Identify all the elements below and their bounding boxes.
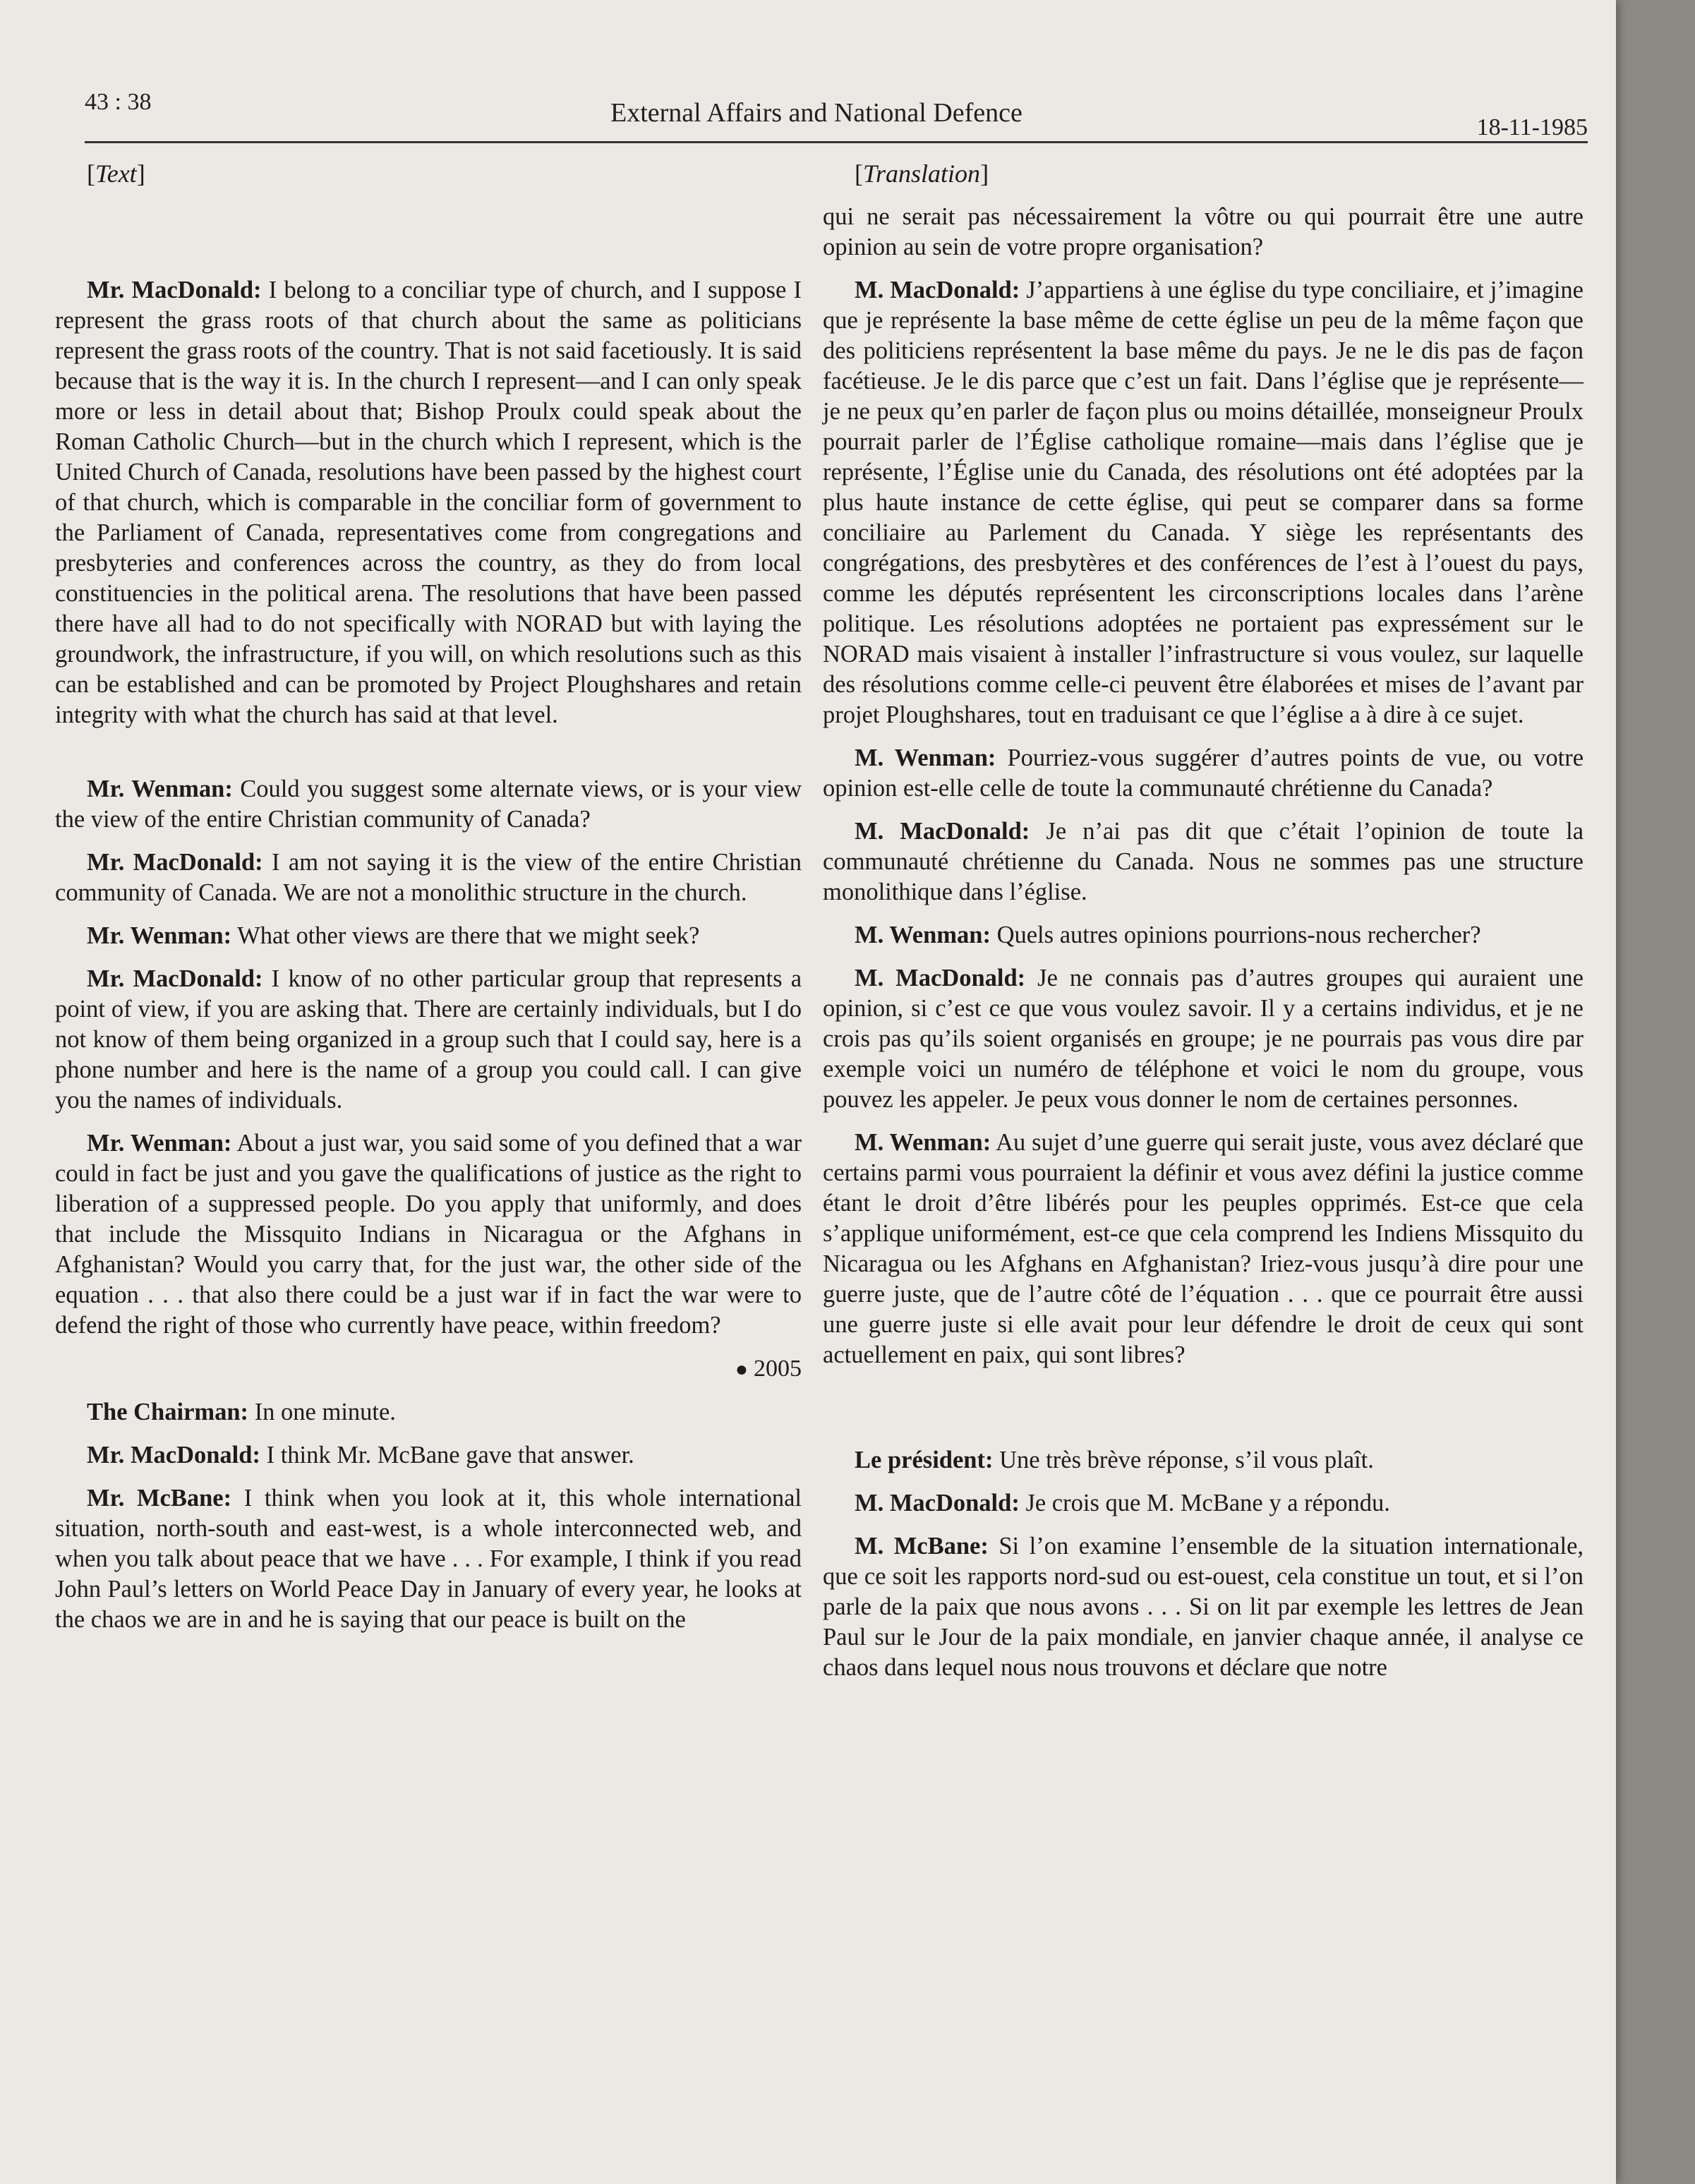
speech-text: Could you suggest some alternate views, or is your view the view of the entire Christian community of Canada? <box>55 776 802 833</box>
bullet-icon: ● <box>735 1358 748 1381</box>
speech-text: Je ne connais pas d’autres groupes qui auraient une opinion, si c’est ce que vous voulez savoir. Il y a certains individus, et je ne crois pas qu’ils soient organisés en groupe; je ne pourrais pas vous dire par exemple voici un numéro de téléphone et voici le nom du groupe, vous pouvez les appeler. Je peux vous donner le nom de certaines personnes. <box>823 965 1584 1113</box>
speech-text: Je n’ai pas dit que c’était l’opinion de toute la communauté chrétienne du Canada. Nous ne sommes pas une structure monolithique dans l’église. <box>823 818 1584 905</box>
speech-text: In one minute. <box>254 1399 396 1425</box>
speech-paragraph <box>823 816 1584 907</box>
speech-text: I belong to a conciliar type of church, and I suppose I represent the grass roots of that church about the same as politicians represent the grass roots of the country. That is not said facetiously. It is said because that is the way it is. In the church I represent—and I can only speak more or less in detail about that; Bishop Proulx could speak about the Roman Catholic Church—but in the church which I represent, which is the United Church of Canada, resolutions have been passed by the highest court of that church, which is comparable in the conciliar form of government to the Parliament of Canada, representatives come from congregations and presbyteries and conferences across the country, as they do from local constituencies in the political arena. The resolutions that have been passed there have all had to do not specifically with NORAD but with laying the groundwork, the infrastructure, if you will, on which resolutions such as this can be established and can be promoted by Project Ploughshares and retain integrity with what the church has said at that level. <box>55 277 802 728</box>
speaker-name: M. MacDonald: <box>855 1490 1020 1516</box>
speech-paragraph <box>55 1440 802 1471</box>
speech-paragraph <box>823 1445 1584 1476</box>
speech-text: Je crois que M. McBane y a répondu. <box>1025 1490 1390 1516</box>
speech-text: Si l’on examine l’ensemble de la situation internationale, que ce soit les rapports nord-sud ou est-ouest, cela constitue un tout, et si l’on parle de la paix que nous avons . . . Si on lit par exemple les lettres de Jean Paul sur le Jour de la paix mondiale, en janvier chaque année, il analyse ce chaos dans lequel nous nous trouvons et déclare que notre <box>823 1533 1584 1681</box>
speech-paragraph <box>823 1531 1584 1683</box>
speech-text: What other views are there that we might seek? <box>237 922 700 949</box>
speaker-name: Mr. McBane: <box>87 1485 232 1512</box>
speaker-name: M. MacDonald: <box>855 277 1020 303</box>
speech-paragraph <box>55 774 802 835</box>
speech-paragraph <box>55 1397 802 1428</box>
header-date: 18-11-1985 <box>1476 114 1588 140</box>
speech-paragraph <box>823 1488 1584 1519</box>
header-title: External Affairs and National Defence <box>610 98 1023 128</box>
speech-text: Quels autres opinions pourrions-nous rechercher? <box>996 922 1481 948</box>
speech-text: About a just war, you said some of you defined that a war could in fact be just and you gave the qualifications of justice as the right to liberation of a suppressed people. Do you apply that uniformly, and does that include the Missquito Indians in Nicaragua or the Afghans in Afghanistan? Would you carry that, for the just war, the other side of the equation . . . that also there could be a just war if in fact the war were to defend the right of those who currently have peace, within freedom? <box>55 1130 802 1339</box>
speaker-name: M. Wenman: <box>855 1129 991 1156</box>
speaker-name: Mr. Wenman: <box>87 922 232 949</box>
speech-paragraph <box>823 1128 1584 1370</box>
continuation-text: qui ne serait pas nécessairement la vôtre ou qui pourrait être une autre opinion au sein de votre propre organisation? <box>823 203 1584 260</box>
speech-paragraph <box>55 1483 802 1635</box>
timestamp-marker: ● 2005 <box>735 1356 802 1382</box>
speech-paragraph <box>55 1128 802 1341</box>
speech-paragraph <box>823 743 1584 804</box>
section-marker: [Text] <box>87 159 145 188</box>
page-header <box>85 85 1588 143</box>
speech-text: I think when you look at it, this whole international situation, north-south and east-west, is a whole interconnected web, and when you talk about peace that we have . . . For example, I think if you read John Paul’s letters on World Peace Day in January of every year, he looks at the chaos we are in and he is saying that our peace is built on the <box>55 1485 802 1633</box>
speech-text: I know of no other particular group that represents a point of view, if you are asking that. There are certainly individuals, but I do not know of them being organized in a group such that I could say, here is a phone number and here is the name of a group you could call. I can give you the names of individuals. <box>55 965 802 1114</box>
speaker-name: Mr. MacDonald: <box>87 277 262 303</box>
page-number: 43 : 38 <box>85 89 152 115</box>
speaker-name: M. Wenman: <box>855 922 991 948</box>
speech-paragraph <box>823 920 1584 951</box>
speech-text: I am not saying it is the view of the entire Christian community of Canada. We are not a monolithic structure in the church. <box>55 849 802 906</box>
speaker-name: Le président: <box>855 1447 994 1473</box>
speaker-name: Mr. Wenman: <box>87 776 233 802</box>
speech-text: Une très brève réponse, s’il vous plaît. <box>999 1447 1374 1473</box>
speech-text: I think Mr. McBane gave that answer. <box>266 1442 634 1468</box>
speech-text: J’appartiens à une église du type conciliaire, et j’imagine que je représente la base même de cette église un peu de la même façon que des politiciens représentent la base même du pays. Je ne le dis pas de façon facétieuse. Je le dis parce que c’est un fait. Dans l’église que je représente—je ne peux qu’en parler de façon plus ou moins détaillée, monseigneur Proulx pourrait parler de l’Église catholique romaine—mais dans l’église que je représente, l’Église unie du Canada, des résolutions ont été adoptées par la plus haute instance de cette église, qui peut se comparer dans sa forme conciliaire au Parlement du Canada. Y siège les représentants des congrégations, des presbytères et des conférences de l’est à l’ouest du pays, comme les députés représentent les circonscriptions locales dans l’arène politique. Les résolutions adoptées ne portaient pas expressément sur le NORAD mais visaient à installer l’infrastructure si vous voulez, sur laquelle des résolutions comme celle-ci peuvent être élaborées et mises de l’avant par projet Ploughshares, tout en traduisant ce que l’église a à dire à ce sujet. <box>823 277 1584 728</box>
speaker-name: M. MacDonald: <box>855 965 1026 991</box>
speech-text: Au sujet d’une guerre qui serait juste, vous avez déclaré que certains parmi vous pourraient la définir et vous avez défini la justice comme étant le droit d’être libérés pour les peuples opprimés. Est-ce que cela s’applique uniformément, est-ce que cela comprend les Indiens Missquito du Nicaragua ou les Afghans en Afghanistan? Iriez-vous jusqu’à dire pour une guerre juste, que de l’autre côté de l’équation . . . que ce pourrait être aussi une guerre juste si elle avait pour leur défendre le droit de ceux qui sont actuellement en paix, qui sont libres? <box>823 1129 1584 1368</box>
speech-paragraph <box>55 964 802 1116</box>
french-column <box>823 159 1584 2099</box>
speaker-name: M. McBane: <box>855 1533 989 1559</box>
speaker-name: The Chairman: <box>87 1399 249 1425</box>
speech-paragraph <box>823 275 1584 730</box>
speech-paragraph <box>823 963 1584 1115</box>
speech-paragraph <box>55 921 802 951</box>
speaker-name: M. Wenman: <box>855 744 996 771</box>
speaker-name: M. MacDonald: <box>855 818 1030 845</box>
speaker-name: Mr. MacDonald: <box>87 965 263 992</box>
speaker-name: Mr. MacDonald: <box>87 849 263 876</box>
section-marker: [Translation] <box>855 159 989 188</box>
english-column <box>55 159 802 2099</box>
speaker-name: Mr. Wenman: <box>87 1130 232 1157</box>
speech-text: Pourriez-vous suggérer d’autres points de vue, ou votre opinion est-elle celle de toute la communauté chrétienne du Canada? <box>823 744 1584 802</box>
speaker-name: Mr. MacDonald: <box>87 1442 260 1468</box>
speech-paragraph <box>55 275 802 730</box>
speech-paragraph <box>55 847 802 908</box>
